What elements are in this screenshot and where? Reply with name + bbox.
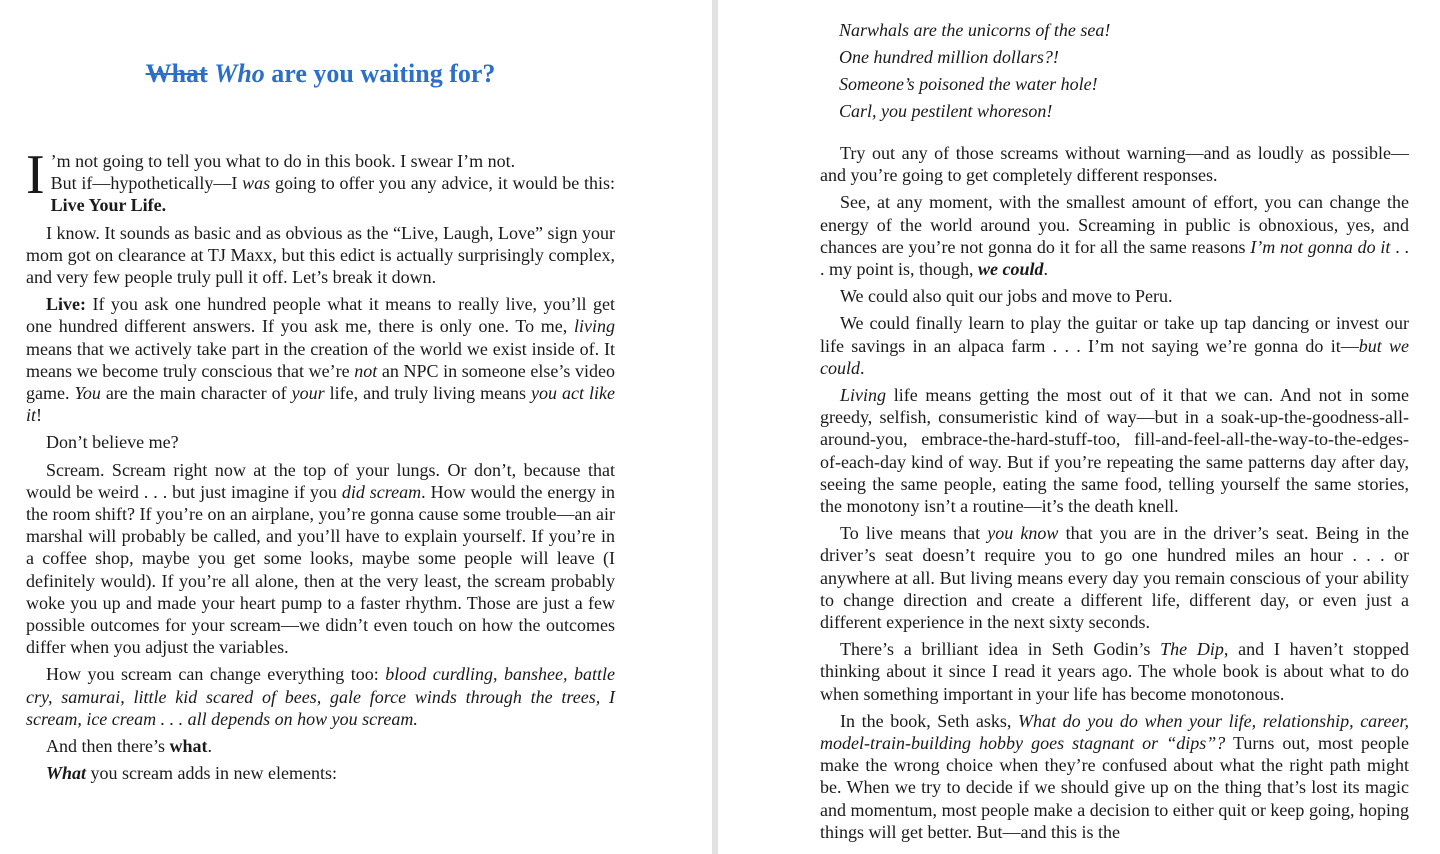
paragraph-6: How you scream can change everything too: blood curdling, banshee, battle cry, samurai, little kid scared of bees, gale force winds through the trees, I scream, ice cream . . . all depends on how you scream. <box>26 664 615 729</box>
paragraph-3: Live: If you ask one hundred people what it means to really live, you’ll get one hundred different answers. If you ask me, there is only one. To me, living means that we actively take part in the creation of the world we exist inside of. It means we become truly conscious that we’re not an NPC in someone else’s video game. You are the main character of your life, and truly living means you act like it! <box>26 294 615 426</box>
scream-list <box>839 17 1409 125</box>
paragraph-r6: To live means that you know that you are in the driver’s seat. Being in the driver’s seat doesn’t require you to go one hundred miles an hour . . . or anywhere at all. But living means every day you remain conscious of your ability to change direction and create a different life, different day, or even just a different experience in the next sixty seconds. <box>820 523 1409 633</box>
drop-cap: I <box>26 144 45 206</box>
paragraph-4: Don’t believe me? <box>46 432 179 453</box>
scream-line: Someone’s poisoned the water hole! <box>839 74 1098 94</box>
paragraph-r2: See, at any moment, with the smallest amount of effort, you can change the energy of the world around you. Screaming in public is obnoxious, yes, and chances are you’re not gonna do it for all the same reasons I’m not gonna do it . . . my point is, though, we could. <box>820 192 1409 280</box>
paragraph-r5: Living life means getting the most out of it that we can. And not in some greedy, selfish, consumeristic kind of way—but in a soak-up-the-goodness-all-around-you, embrace-the-hard-stuff-too, fill-and-feel-all-the-way-to-the-edges-of-each-day kind of way. But if you’re repeating the same patterns day after day, seeing the same people, eating the same food, telling yourself the same stories, the monotony isn’t a routine—it’s the death knell. <box>820 385 1409 517</box>
title-italic-word: Who <box>214 59 265 88</box>
scream-line: Narwhals are the unicorns of the sea! <box>839 20 1111 40</box>
paragraph-8: What you scream adds in new elements: <box>46 763 337 784</box>
paragraph-1: I ’m not going to tell you what to do in this book. I swear I’m not. But if—hypothetically—I was going to offer you any advice, it would be this: Live Your Life. <box>26 144 616 216</box>
title-struck-word: What <box>145 59 208 88</box>
chapter-title <box>26 56 615 92</box>
left-body <box>26 144 616 784</box>
paragraph-5: Scream. Scream right now at the top of your lungs. Or don’t, because that would be weird . . . but just imagine if you did scream. How would the energy in the room shift? If you’re on an airplane, you’re gonna cause some trouble—an air marshal will probably be called, and you’ll have to explain yourself. If you’re in a coffee shop, maybe you get some looks, maybe some people will leave (I definitely would). If you’re all alone, then at the very least, the scream probably woke you up and made your heart pump to a faster rhythm. Those are just a few possible outcomes for your scream—we didn’t even touch on how the outcomes differ when you adjust the variables. <box>26 459 615 658</box>
right-page <box>718 0 1440 854</box>
paragraph-r8: In the book, Seth asks, What do you do when your life, relationship, career, model-train-building hobby goes stagnant or “dips”? Turns out, most people make the wrong choice when they’re confused about what the right path might be. When we try to decide if we should give up on the thing that’s lost its magic and momentum, most people make a decision to either quit or keep going, hoping things will get better. But—and this is the <box>820 710 1410 842</box>
paragraph-7: And then there’s what. <box>46 736 212 757</box>
paragraph-r4: We could finally learn to play the guitar or take up tap dancing or invest our life savings in an alpaca farm . . . I’m not saying we’re gonna do it—but we could. <box>820 313 1410 378</box>
scream-line: Carl, you pestilent whoreson! <box>839 101 1053 121</box>
left-page <box>0 0 712 854</box>
paragraph-r1: Try out any of those screams without warning—and as loudly as possible—and you’re going to get completely different responses. <box>820 143 1409 186</box>
paragraph-2: I know. It sounds as basic and as obvious as the “Live, Laugh, Love” sign your mom got on clearance at TJ Maxx, but this edict is actually surprisingly complex, and very few people truly pull it off. Let’s break it down. <box>26 222 615 288</box>
paragraph-r7: There’s a brilliant idea in Seth Godin’s The Dip, and I haven’t stopped thinking about it since I read it years ago. The whole book is about what to do when something important in your life has become monotonous. <box>820 639 1409 704</box>
paragraph-r3: We could also quit our jobs and move to Peru. <box>840 286 1173 307</box>
scream-line: One hundred million dollars?! <box>839 47 1059 67</box>
title-rest: are you waiting for? <box>271 59 496 88</box>
